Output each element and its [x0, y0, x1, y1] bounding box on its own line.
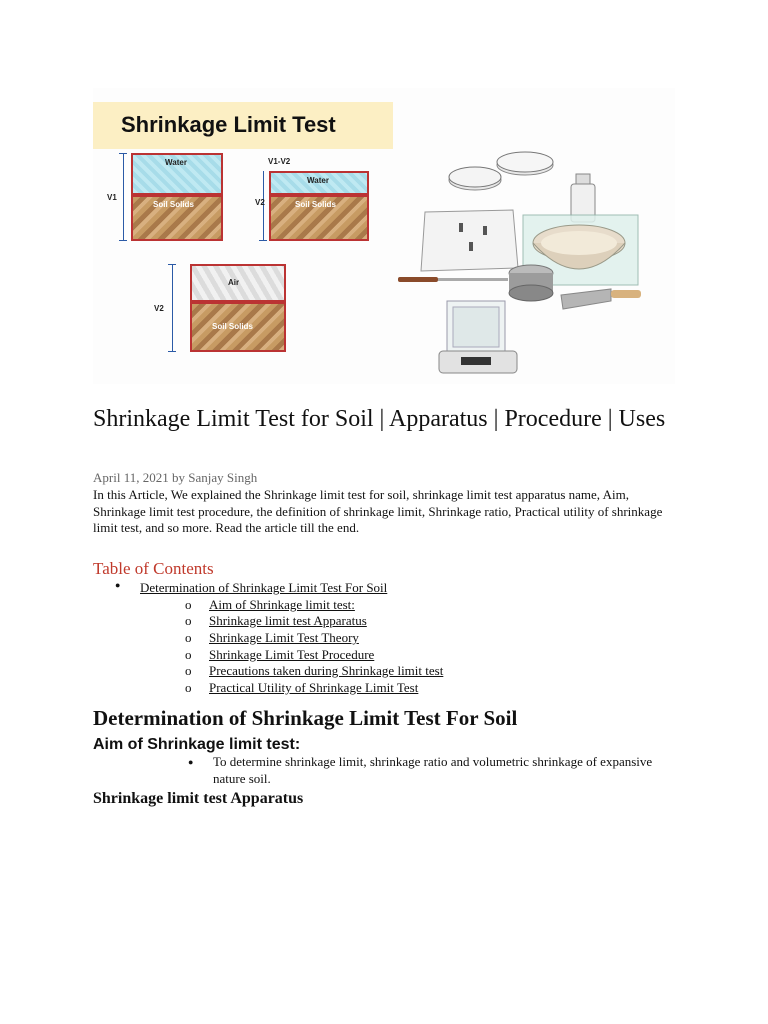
v2-dimension-line — [172, 264, 173, 352]
v2-tick-bottom — [168, 351, 176, 352]
v2-label: V2 — [154, 304, 164, 313]
v2-label-a: V2 — [255, 198, 265, 207]
toc-sub-marker: o — [185, 680, 192, 695]
toc-sub-marker: o — [185, 597, 192, 612]
toc-link-theory[interactable]: Shrinkage Limit Test Theory — [209, 630, 359, 645]
toc-link-precautions[interactable]: Precautions taken during Shrinkage limit test — [209, 663, 444, 678]
byline-by: by — [171, 470, 185, 485]
toc-bullet: ● — [115, 580, 121, 590]
article-title: Shrinkage Limit Test for Soil | Apparatus | Procedure | Uses — [93, 406, 666, 432]
soil-solids-layer-2 — [269, 195, 369, 241]
prong-plate-icon — [421, 210, 518, 271]
air-label: Air — [228, 278, 240, 287]
soil-solids-label-2: Soil Solids — [295, 200, 336, 209]
v1-v2-label: V1-V2 — [268, 157, 291, 166]
toc-link-practical-utility[interactable]: Practical Utility of Shrinkage Limit Test — [209, 680, 419, 695]
soil-solids-layer — [131, 195, 223, 241]
hero-banner — [93, 102, 393, 149]
aim-text: To determine shrinkage limit, shrinkage ratio and volumetric shrinkage of expansive nature soil. — [213, 754, 653, 786]
water-label-2: Water — [307, 176, 329, 185]
v2-tick-top — [168, 264, 176, 265]
toc-title: Table of Contents — [93, 559, 214, 578]
toc-link-determination[interactable]: Determination of Shrinkage Limit Test For Soil — [140, 580, 388, 595]
water-label: Water — [165, 158, 187, 167]
soil-solids-label: Soil Solids — [153, 200, 194, 209]
v2a-tick-bottom — [259, 240, 267, 241]
toc-sub-marker: o — [185, 663, 192, 678]
toc-sub-marker: o — [185, 647, 192, 662]
weighing-balance-icon — [439, 301, 517, 373]
toc-link-procedure[interactable]: Shrinkage Limit Test Procedure — [209, 647, 375, 662]
apparatus-illustration — [383, 143, 673, 383]
section-heading-determination: Determination of Shrinkage Limit Test For Soil — [93, 706, 518, 730]
toc-sub-marker: o — [185, 613, 192, 628]
hero-banner-title: Shrinkage Limit Test — [121, 112, 336, 137]
toc-link-aim[interactable]: Aim of Shrinkage limit test: — [209, 597, 355, 612]
soil-solids-layer-3 — [190, 302, 286, 352]
toc-sub-marker: o — [185, 630, 192, 645]
aim-bullet: ● — [188, 757, 194, 767]
section-heading-apparatus: Shrinkage limit test Apparatus — [93, 790, 304, 807]
diagram-dry — [148, 264, 288, 354]
petri-dish-icon — [449, 152, 553, 190]
water-layer-reduced — [269, 171, 369, 195]
spatula-icon — [398, 277, 508, 282]
hero-image — [93, 88, 675, 384]
water-layer — [131, 153, 223, 195]
v1-tick-top — [119, 153, 127, 154]
putty-knife-icon — [561, 289, 641, 309]
author-name[interactable]: Sanjay Singh — [188, 470, 258, 485]
v1-label: V1 — [107, 193, 117, 202]
diagram-partial — [243, 153, 383, 243]
air-layer — [190, 264, 286, 302]
soil-solids-label-3: Soil Solids — [212, 322, 253, 331]
article-intro: In this Article, We explained the Shrinkage limit test for soil, shrinkage limit test apparatus name, Aim, Shrinkage limit test procedure, the definition of shrinkage limit, Shrinkage ratio, Practical utility of shrinkage limit test, and so more. Read the article till the end. — [93, 487, 663, 535]
diagram-saturated — [93, 153, 223, 243]
aim-list-item — [188, 754, 658, 787]
toc-link-apparatus[interactable]: Shrinkage limit test Apparatus — [209, 613, 367, 628]
section-heading-aim: Aim of Shrinkage limit test: — [93, 736, 301, 753]
post-date: April 11, 2021 — [93, 470, 169, 485]
byline — [93, 470, 257, 486]
v1-tick-bottom — [119, 240, 127, 241]
v1-dimension-line — [123, 153, 124, 241]
shrinkage-dish-icon — [509, 265, 553, 301]
